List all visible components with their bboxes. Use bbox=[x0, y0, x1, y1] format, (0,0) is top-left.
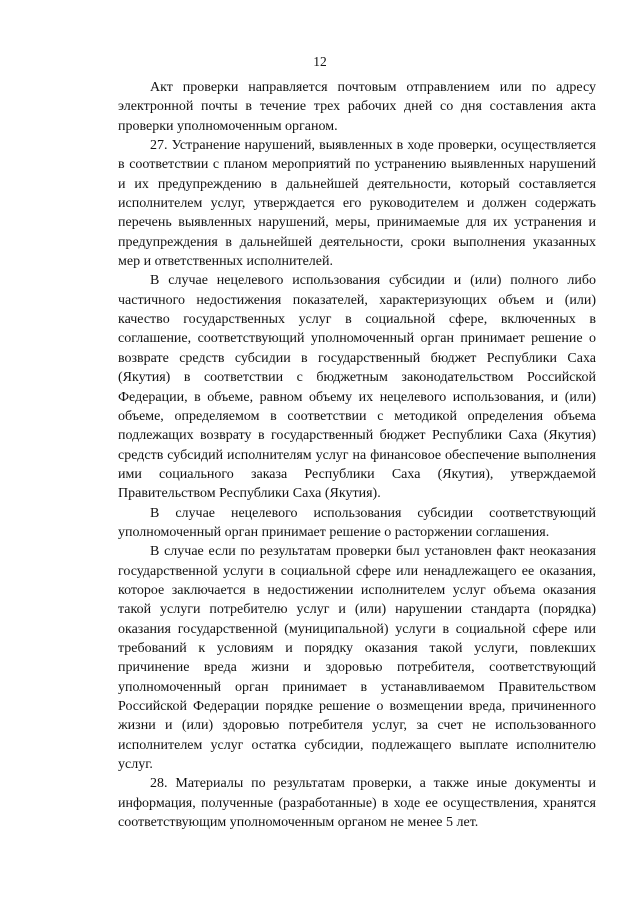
document-body bbox=[118, 78, 596, 832]
paragraph-subsidy-return: В случае нецелевого использования субсидии и (или) полного либо частичного недостижения показателей, характеризующих объем и (или) качество государственных услуг в социальной сфере, включенных в соглашение, соответствующий уполномоченный орган принимает решение о возврате средств субсидии в государственный бюджет Республики Саха (Якутия) в соответствии с бюджетным законодательством Российской Федерации, в объеме, равном объему их нецелевого использования, и (или) объеме, определяемом в соответствии с методикой определения объема подлежащих возврату в государственный бюджет Республики Саха (Якутия) средств субсидий исполнителям услуг на финансовое обеспечение выполнения ими социального заказа Республики Саха (Якутия), утверждаемой Правительством Республики Саха (Якутия). bbox=[118, 273, 596, 502]
paragraph-item-27: 27. Устранение нарушений, выявленных в ходе проверки, осуществляется в соответствии с планом мероприятий по устранению выявленных нарушений и их предупреждению в дальнейшей деятельности, который составляется исполнителем услуг, утверждается его руководителем и должен содержать перечень выявленных нарушений, меры, принимаемые для их устранения и предупреждения в дальнейшей деятельности, сроки выполнения указанных мер и ответственных исполнителей. bbox=[118, 138, 596, 270]
paragraph-agreement-termination: В случае нецелевого использования субсидии соответствующий уполномоченный орган принимает решение о расторжении соглашения. bbox=[118, 505, 596, 540]
page-number: 12 bbox=[313, 54, 327, 69]
paragraph-harm-compensation: В случае если по результатам проверки был установлен факт неоказания государственной услуги в социальной сфере или ненадлежащего ее оказания, которое заключается в недостижении исполнителем услуг объема оказания такой услуги потребителю услуг и (или) нарушении стандарта (порядка) оказания государственной (муниципальной) услуги в социальной сфере или требований к условиям и порядку оказания такой услуги, повлекших причинение вреда жизни и здоровью потребителя, соответствующий уполномоченный орган принимает в устанавливаемом Правительством Российской Федерации порядке решение о возмещении вреда, причиненного жизни и (или) здоровью потребителя услуг, за счет не использованного исполнителем услуг остатка субсидии, подлежащего выплате исполнителю услуг. bbox=[118, 544, 596, 773]
paragraph-item-28: 28. Материалы по результатам проверки, а также иные документы и информация, полученные (разработанные) в ходе ее осуществления, хранятся соответствующим уполномоченным органом не менее 5 лет. bbox=[118, 776, 596, 831]
paragraph-act-delivery: Акт проверки направляется почтовым отправлением или по адресу электронной почты в течение трех рабочих дней со дня составления акта проверки уполномоченным органом. bbox=[118, 80, 596, 134]
